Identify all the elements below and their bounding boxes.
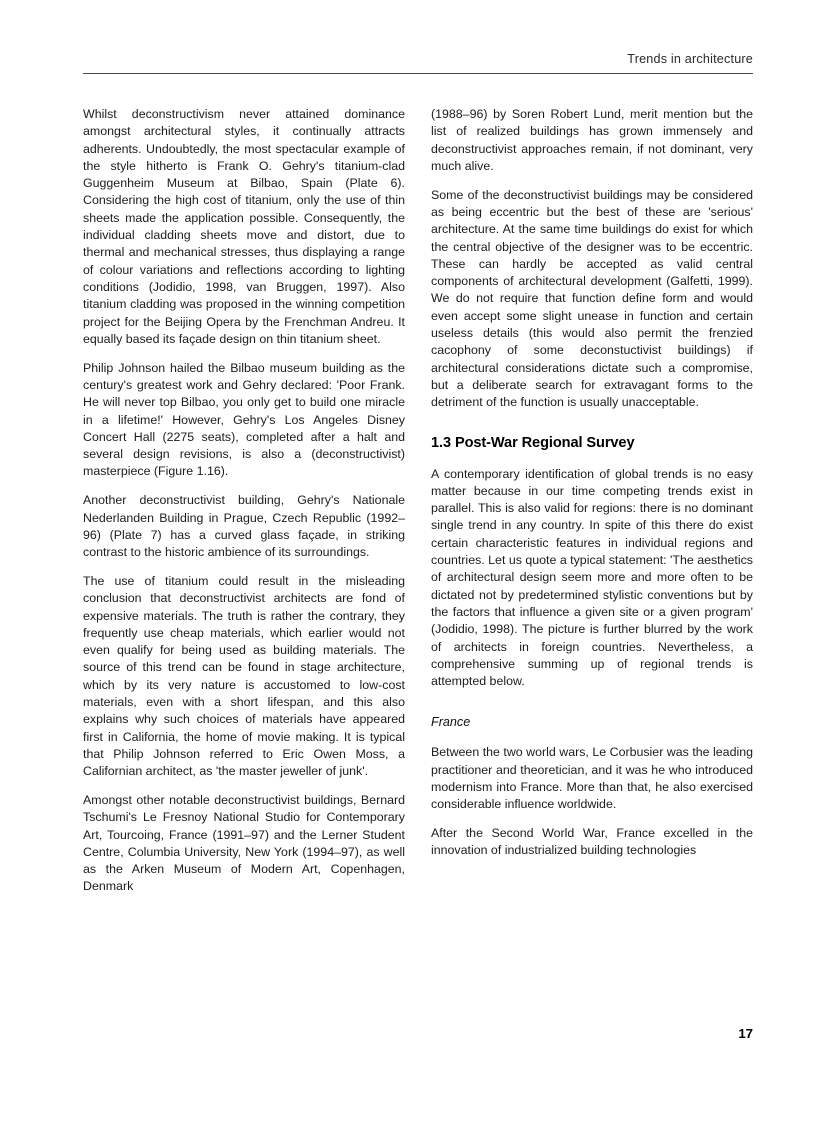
paragraph: Between the two world wars, Le Corbusier was the leading practitioner and theoretician, and it was he who introduced modernism into France. More than that, he also exercised considerable influence worldwide.	[431, 745, 753, 812]
paragraph: Another deconstructivist building, Gehry's Nationale Nederlanden Building in Prague, Czech Republic (1992–96) (Plate 7) has a curved glass façade, in striking contrast to the historic ambience of its surroundings.	[83, 493, 405, 560]
paragraph: Whilst deconstructivism never attained dominance amongst architectural styles, it continually attracts adherents. Undoubtedly, the most spectacular example of the style hitherto is Frank O. Gehry's titanium-clad Guggenheim Museum at Bilbao, Spain (Plate 6). Considering the high cost of titanium, only the use of thin sheets made the application possible. Consequently, the individual cladding sheets move and distort, due to thermal and mechanical stresses, thus displaying a range of colour variations and reflections according to lighting conditions (Jodidio, 1998, van Bruggen, 1997). Also titanium cladding was proposed in the winning competition project for the Beijing Opera by the Frenchman Andreu. It equally based its façade design on thin titanium sheet.	[83, 107, 405, 346]
section-heading: 1.3 Post-War Regional Survey	[431, 434, 635, 451]
paragraph: Philip Johnson hailed the Bilbao museum building as the century's greatest work and Gehry declared: 'Poor Frank. He will never top Bilbao, you only get to build one miracle in a lifetime!' However, Gehry's Los Angeles Disney Concert Hall (2275 seats), completed after a halt and several design revisions, is also a (deconstructivist) masterpiece (Figure 1.16).	[83, 360, 405, 479]
sub-heading-france: France	[431, 715, 471, 730]
paragraph: Amongst other notable deconstructivist buildings, Bernard Tschumi's Le Fresnoy National Studio for Contemporary Art, Tourcoing, France (1991–97) and the Lerner Student Centre, Columbia University, New York (1994–97), as well as the Arken Museum of Modern Art, Copenhagen, Denmark	[83, 792, 405, 894]
paragraph: The use of titanium could result in the misleading conclusion that deconstructivist architects are fond of expensive materials. The truth is rather the contrary, they frequently use cheap materials, which earlier would not even qualify for being used as building materials. The source of this trend can be found in stage architecture, which by its very nature is accustomed to low-cost materials, even with a short lifespan, and this also explains why such choices of materials have appeared first in California, the home of movie making. It is typical that Philip Johnson referred to Eric Owen Moss, a Californian architect, as 'the master jeweller of junk'.	[83, 573, 405, 779]
two-column-body	[83, 106, 753, 896]
running-head: Trends in architecture	[627, 52, 753, 66]
paragraph: Some of the deconstructivist buildings may be considered as being eccentric but the best of these are 'serious' architecture. At the same time buildings do exist for which the central objective of the designer was to be eccentric. These can hardly be accepted as valid central components of architectural development (Galfetti, 1999). We do not require that function define form and would even accept some slight unease in function and certain useless details (this would also permit the frenzied cacophony of some deconstuctivist buildings) if architectural considerations dictate such a compromise, but a deliberate search for extravagant forms to the detriment of the function is usually unacceptable.	[431, 187, 753, 410]
paragraph: (1988–96) by Soren Robert Lund, merit mention but the list of realized buildings has grown immensely and deconstructivist approaches remain, if not dominant, very much alive.	[431, 107, 753, 173]
left-column	[83, 106, 405, 896]
right-column	[431, 106, 753, 896]
page-number: 17	[738, 1026, 753, 1041]
paragraph: After the Second World War, France excelled in the innovation of industrialized building technologies	[431, 826, 753, 858]
paragraph: A contemporary identification of global trends is no easy matter because in our time competing trends exist in parallel. This is also valid for regions: there is no dominant single trend in any country. In spite of this there do exist certain characteristic features in individual regions and countries. Let us quote a typical statement: 'The aesthetics of architectural design seem more and more often to be dictated not by predetermined stylistic conventions but by the factors that influence a given site or a given program' (Jodidio, 1998). The picture is further blurred by the work of architects in foreign countries. Nevertheless, a comprehensive summing up of regional trends is attempted below.	[431, 466, 753, 689]
header-rule	[83, 73, 753, 74]
